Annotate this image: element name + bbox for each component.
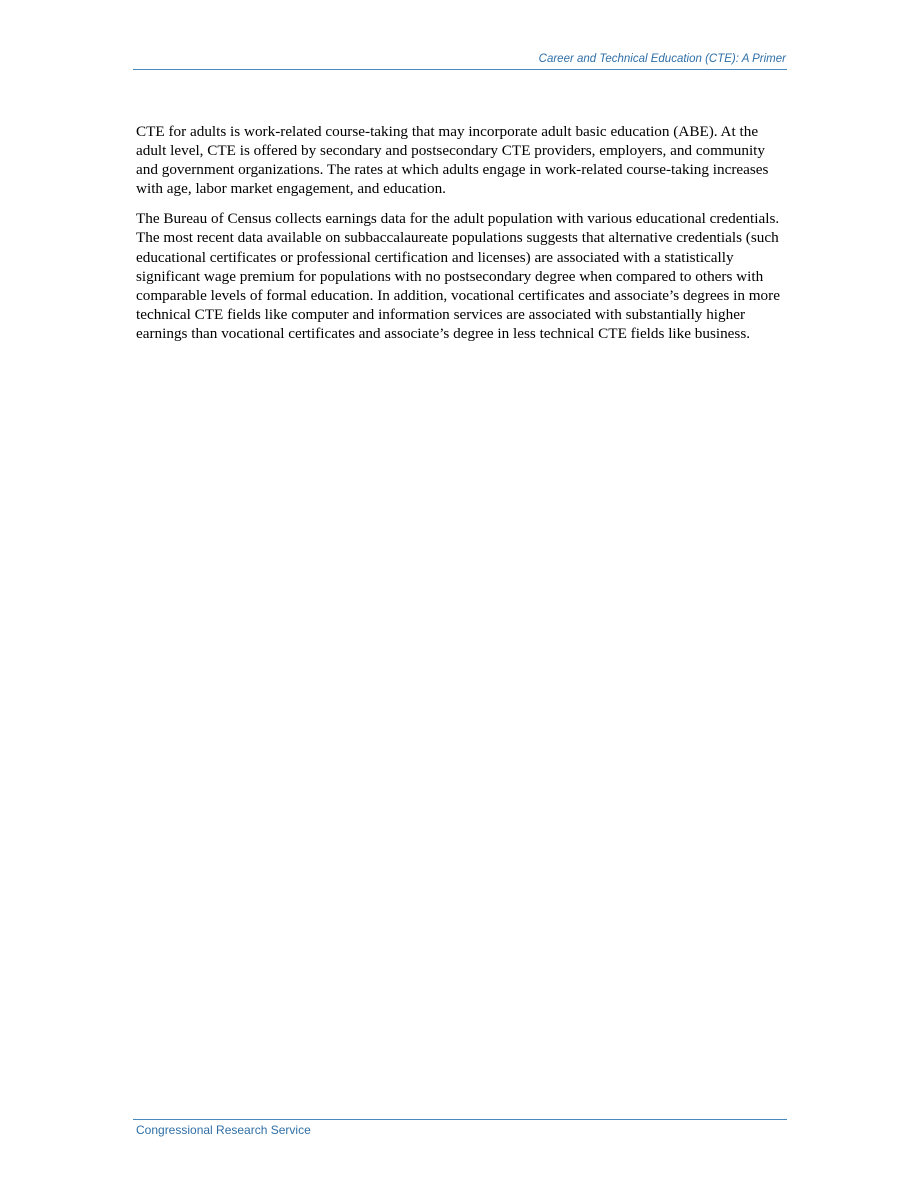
body-text — [136, 122, 786, 354]
paragraph: The Bureau of Census collects earnings data for the adult population with various educational credentials. The most recent data available on subbaccalaureate populations suggests that alternative credentials (such educational certificates or professional certification and licenses) are associated with a statistically significant wage premium for populations with no postsecondary degree when compared to others with comparable levels of formal education. In addition, vocational certificates and associate’s degrees in more technical CTE fields like computer and information services are associated with substantially higher earnings than vocational certificates and associate’s degree in less technical CTE fields like business. — [136, 210, 780, 342]
footer-label: Congressional Research Service — [136, 1123, 311, 1137]
page-header — [133, 53, 787, 70]
paragraph: CTE for adults is work-related course-taking that may incorporate adult basic education (ABE). At the adult level, CTE is offered by secondary and postsecondary CTE providers, employers, and community and government organizations. The rates at which adults engage in work-related course-taking increases with age, labor market engagement, and education. — [136, 123, 769, 198]
running-header-title: Career and Technical Education (CTE): A Primer — [538, 53, 786, 65]
page-footer — [133, 1119, 787, 1137]
